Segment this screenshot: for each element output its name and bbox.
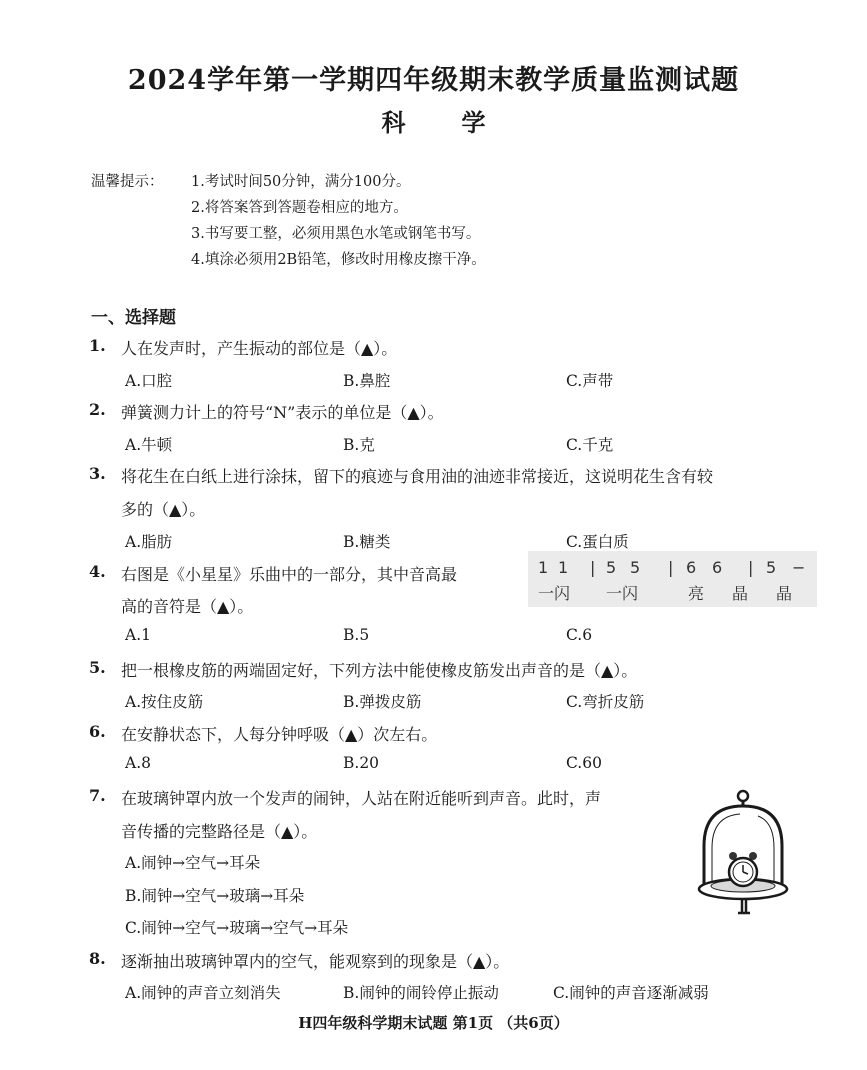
question-number: 4. [89, 562, 106, 581]
lyric: 一闪 [538, 584, 571, 603]
tip-item: 4.填涂必须用2B铅笔，修改时用橡皮擦干净。 [191, 252, 486, 268]
bar-line: | [668, 558, 675, 577]
option-c: C.声带 [566, 372, 614, 390]
bar-line: | [748, 558, 755, 577]
question-number: 3. [89, 464, 106, 483]
option-c: C.弯折皮筋 [566, 693, 645, 711]
option-c: C.蛋白质 [566, 533, 629, 551]
option-c: C.闹钟的声音逐渐减弱 [553, 984, 709, 1002]
question-number: 8. [89, 949, 106, 968]
option-c: C.6 [566, 626, 593, 644]
option-a: A.牛顿 [125, 436, 173, 454]
option-a: A.8 [125, 754, 151, 772]
subject-title: 科学 [381, 108, 542, 137]
question-text: 音传播的完整路径是（▲）。 [121, 822, 318, 841]
tip-item: 1.考试时间50分钟，满分100分。 [191, 174, 411, 190]
lyric: 晶 [776, 584, 793, 603]
question-text: 把一根橡皮筋的两端固定好，下列方法中能使橡皮筋发出声音的是（▲）。 [121, 661, 638, 680]
question-text: 在安静状态下，人每分钟呼吸（▲）次左右。 [121, 725, 438, 744]
note: 6 [686, 558, 698, 577]
option-a: A.口腔 [125, 372, 173, 390]
option-a: A.闹钟的声音立刻消失 [125, 984, 281, 1002]
option-b: B.鼻腔 [343, 372, 391, 390]
lyric: 晶 [732, 584, 749, 603]
bell-jar-alarm-clock-illustration [692, 788, 792, 928]
tips-label: 温馨提示： [91, 174, 164, 190]
option-b: B.5 [343, 626, 370, 644]
question-number: 6. [89, 722, 106, 741]
option-c: C.60 [566, 754, 602, 772]
option-a: A.按住皮筋 [125, 693, 204, 711]
note: − [792, 558, 807, 577]
option-b: B.糖类 [343, 533, 391, 551]
exam-title: 2024学年第一学期四年级期末教学质量监测试题 [127, 65, 740, 96]
question-text: 右图是《小星星》乐曲中的一部分，其中音高最 [121, 565, 458, 584]
question-number: 7. [89, 786, 106, 805]
option-b: B.弹拨皮筋 [343, 693, 422, 711]
lyric: 一闪 [606, 584, 639, 603]
tip-item: 2.将答案答到答题卷相应的地方。 [191, 200, 408, 216]
note: 1 [558, 558, 570, 577]
section-heading: 一、选择题 [91, 308, 176, 328]
question-text: 高的音符是（▲）。 [121, 597, 254, 616]
question-text: 将花生在白纸上进行涂抹，留下的痕迹与食用油的油迹非常接近，这说明花生含有较 [121, 467, 714, 486]
note: 5 [606, 558, 618, 577]
page-footer: H四年级科学期末试题 第1页 （共6页） [298, 1014, 569, 1032]
question-text: 弹簧测力计上的符号“N”表示的单位是（▲）。 [121, 403, 444, 422]
jar-knob [738, 791, 748, 801]
option-a: A.闹钟→空气→耳朵 [125, 854, 261, 872]
question-number: 1. [89, 336, 106, 355]
note: 6 [712, 558, 724, 577]
lyric: 亮 [688, 584, 705, 603]
music-score-image [528, 551, 817, 607]
question-number: 5. [89, 658, 106, 677]
option-b: B.20 [343, 754, 380, 772]
score-lyrics [538, 581, 792, 604]
bar-line: | [590, 558, 597, 577]
option-c: C.闹钟→空气→玻璃→空气→耳朵 [125, 919, 349, 937]
question-text: 在玻璃钟罩内放一个发声的闹钟，人站在附近能听到声音。此时，声 [121, 789, 602, 808]
option-a: A.1 [125, 626, 151, 644]
jar-highlight [758, 816, 774, 884]
question-text: 人在发声时，产生振动的部位是（▲）。 [121, 339, 398, 358]
question-number: 2. [89, 400, 106, 419]
question-text: 逐渐抽出玻璃钟罩内的空气，能观察到的现象是（▲）。 [121, 952, 510, 971]
note: 1 [538, 558, 550, 577]
option-c: C.千克 [566, 436, 614, 454]
option-a: A.脂肪 [125, 533, 173, 551]
score-notes [538, 558, 806, 577]
note: 5 [630, 558, 642, 577]
note: 5 [766, 558, 778, 577]
option-b: B.闹钟→空气→玻璃→耳朵 [125, 887, 305, 905]
option-b: B.闹钟的闹铃停止振动 [343, 984, 499, 1002]
option-b: B.克 [343, 436, 375, 454]
tip-item: 3.书写要工整，必须用黑色水笔或钢笔书写。 [191, 226, 481, 242]
question-text: 多的（▲）。 [121, 500, 206, 519]
air-pump-tube [738, 900, 750, 913]
